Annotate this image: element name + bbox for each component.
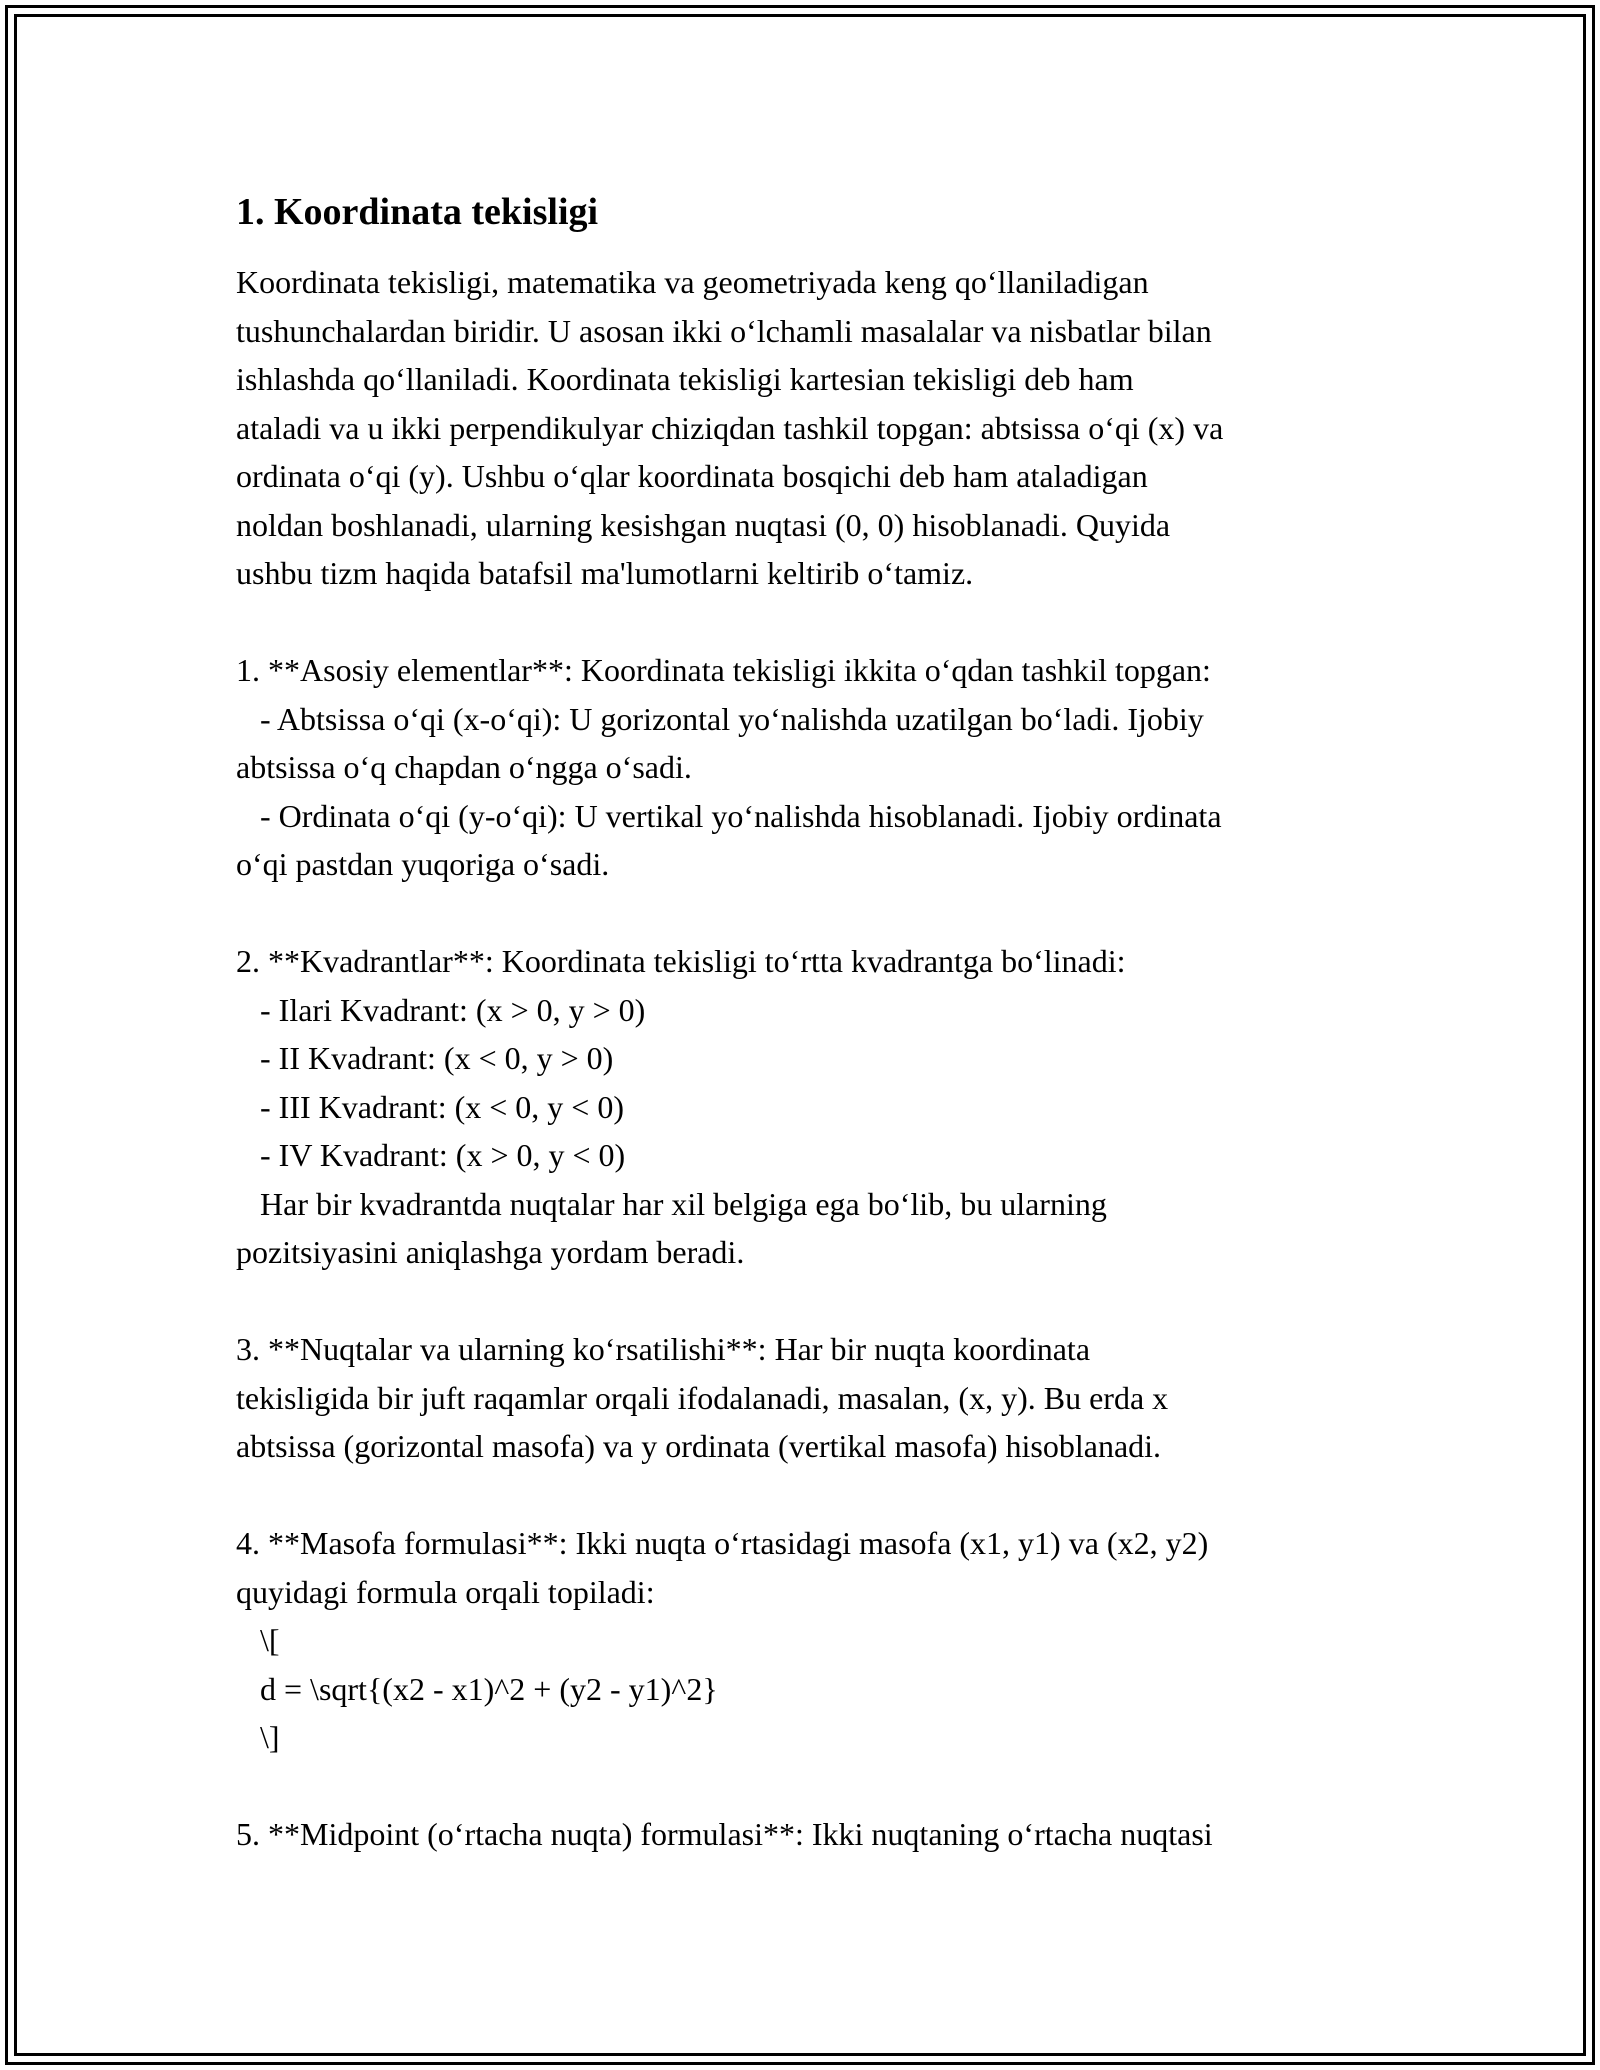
- section-line: - Abtsissa o‘qi (x-o‘qi): U gorizontal yo‘nalishda uzatilgan bo‘ladi. Ijobiy: [236, 700, 1204, 737]
- spacer: [236, 1277, 1406, 1326]
- intro-line: Koordinata tekisligi, matematika va geometriyada keng qo‘llaniladigan: [236, 264, 1149, 300]
- spacer: [236, 598, 1406, 647]
- section-line: 3. **Nuqtalar va ularning ko‘rsatilishi**: Har bir nuqta koordinata: [236, 1331, 1091, 1367]
- formula-line: d = \sqrt{(x2 - x1)^2 + (y2 - y1)^2}: [236, 1670, 718, 1707]
- section-line: 1. **Asosiy elementlar**: Koordinata tekisligi ikkita o‘qdan tashkil topgan:: [236, 652, 1211, 688]
- intro-line: ishlashda qo‘llaniladi. Koordinata tekisligi kartesian tekisligi deb ham: [236, 361, 1134, 397]
- section-line: Har bir kvadrantda nuqtalar har xil belgiga ega bo‘lib, bu ularning: [236, 1185, 1107, 1222]
- spacer: [236, 889, 1406, 938]
- section-line: - Ordinata o‘qi (y-o‘qi): U vertikal yo‘nalishda hisoblanadi. Ijobiy ordinata: [236, 797, 1222, 834]
- section-line: tekisligida bir juft raqamlar orqali ifodalanadi, masalan, (x, y). Bu erda x: [236, 1379, 1169, 1416]
- section-line: o‘qi pastdan yuqoriga o‘sadi.: [236, 846, 610, 882]
- section-line: - II Kvadrant: (x < 0, y > 0): [236, 1040, 614, 1076]
- section-nuqtalar: [236, 1325, 1406, 1471]
- intro-line: ushbu tizm haqida batafsil ma'lumotlarni keltirib o‘tamiz.: [236, 555, 974, 591]
- formula-line: \]: [236, 1719, 280, 1755]
- section-asosiy-elementlar: [236, 646, 1406, 889]
- document-body: [236, 188, 1406, 1859]
- section-line: quyidagi formula orqali topiladi:: [236, 1573, 655, 1610]
- spacer: [236, 1762, 1406, 1811]
- section-kvadrantlar: [236, 937, 1406, 1277]
- section-line: - IV Kvadrant: (x > 0, y < 0): [236, 1137, 626, 1173]
- intro-paragraph: [236, 258, 1406, 598]
- section-midpoint-formulasi: [236, 1810, 1406, 1859]
- section-line: 2. **Kvadrantlar**: Koordinata tekisligi to‘rtta kvadrantga bo‘linadi:: [236, 943, 1126, 979]
- intro-line: tushunchalardan biridir. U asosan ikki o‘lchamli masalalar va nisbatlar bilan: [236, 312, 1212, 349]
- section-line: 5. **Midpoint (o‘rtacha nuqta) formulasi**: Ikki nuqtaning o‘rtacha nuqtasi: [236, 1816, 1213, 1852]
- section-title: 1. Koordinata tekisligi: [236, 191, 599, 233]
- section-line: - III Kvadrant: (x < 0, y < 0): [236, 1088, 624, 1125]
- section-masofa-formulasi: [236, 1519, 1406, 1762]
- section-line: pozitsiyasini aniqlashga yordam beradi.: [236, 1234, 745, 1270]
- section-line: - Ilari Kvadrant: (x > 0, y > 0): [236, 991, 646, 1028]
- section-line: 4. **Masofa formulasi**: Ikki nuqta o‘rtasidagi masofa (x1, y1) va (x2, y2): [236, 1525, 1209, 1561]
- intro-line: ordinata o‘qi (y). Ushbu o‘qlar koordinata bosqichi deb ham ataladigan: [236, 458, 1148, 494]
- formula-line: \[: [236, 1622, 280, 1658]
- section-line: abtsissa (gorizontal masofa) va y ordinata (vertikal masofa) hisoblanadi.: [236, 1428, 1162, 1464]
- intro-line: noldan boshlanadi, ularning kesishgan nuqtasi (0, 0) hisoblanadi. Quyida: [236, 506, 1171, 543]
- spacer: [236, 1471, 1406, 1520]
- section-line: abtsissa o‘q chapdan o‘ngga o‘sadi.: [236, 749, 692, 785]
- intro-line: ataladi va u ikki perpendikulyar chiziqdan tashkil topgan: abtsissa o‘qi (x) va: [236, 409, 1224, 446]
